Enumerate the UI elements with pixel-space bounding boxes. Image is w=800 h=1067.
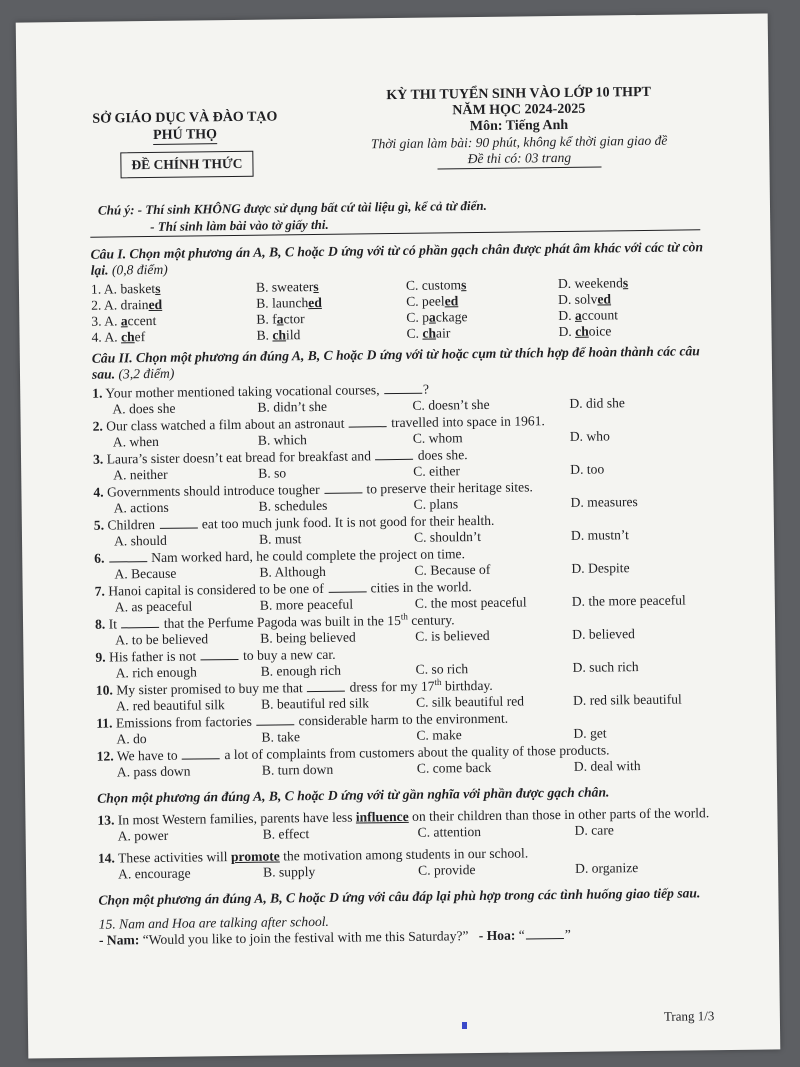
answer-option: D. red silk beautiful [572, 691, 682, 708]
answer-option: A. encourage [118, 865, 191, 882]
stem-part-a: Your mother mentioned taking vocational courses, [105, 382, 384, 401]
stem-part-a: Hanoi capital is considered to be one of [108, 580, 328, 599]
answer-option: C. come back [416, 759, 492, 776]
answer-option: D. get [573, 725, 607, 741]
option-suffix: ccount [581, 307, 619, 323]
answer-option: D. Despite [571, 560, 630, 576]
stem-part-b: that the Perfume Pagoda was built in the 15 [160, 612, 401, 631]
question-number: 9. [95, 649, 106, 665]
superscript: th [400, 611, 408, 622]
phonetics-grid [91, 274, 722, 346]
section-4-title: Chọn một phương án đúng A, B, C hoặc D ứng với câu đáp lại phù hợp trong các tình huống giao tiếp sau. [98, 885, 701, 908]
answer-option: C. the most peaceful [414, 594, 527, 611]
question-number: 3. [92, 451, 104, 467]
exam-title: KỲ THI TUYỂN SINH VÀO LỚP 10 THPT [386, 84, 652, 104]
answer-option: A. should [113, 532, 168, 549]
stem-part-a: Emissions from factories [115, 713, 256, 731]
option-prefix: C. p [406, 309, 430, 325]
notice-line-1: - Thí sinh KHÔNG được sử dụng bất cứ tài liệu gì, kể cả từ điển. [137, 197, 487, 218]
time-limit: Thời gian làm bài: 90 phút, không kể thời gian giao đề [370, 132, 668, 152]
q15-intro: 15. Nam and Hoa are talking after school. [98, 913, 329, 932]
answer-option: B. so [258, 465, 287, 481]
answer-option: C. so rich [415, 661, 469, 677]
department-block [85, 109, 285, 145]
option-prefix: D. weekend [557, 275, 623, 292]
answer-option: B. being believed [260, 629, 356, 646]
option-prefix: C. peel [406, 293, 445, 309]
answer-blank [256, 713, 294, 725]
answer-option: D. too [570, 461, 605, 477]
option-prefix: B. [256, 327, 273, 343]
province-name: PHÚ THỌ [153, 127, 218, 143]
exam-heading [339, 84, 700, 170]
option-prefix: B. launch [256, 295, 309, 311]
underlined-part: ch [422, 325, 437, 341]
stem-part-a: In most Western families, parents have less [117, 809, 356, 828]
phonetics-option [558, 274, 718, 292]
answer-option: A. to be believed [115, 631, 209, 648]
phonetics-option [406, 292, 558, 310]
answer-option: A. does she [112, 400, 176, 417]
phonetics-option [558, 322, 718, 340]
option-suffix: ctor [283, 311, 305, 327]
phonetics-option [256, 278, 406, 296]
answer-option: A. do [116, 731, 147, 747]
underlined-part: s [622, 275, 629, 291]
option-suffix: ild [285, 327, 301, 343]
answer-option: A. neither [113, 466, 168, 483]
underlined-part: s [155, 280, 161, 296]
section-1-title: Câu I. Chọn một phương án A, B, C hoặc D ứng với từ có phần gạch chân được phát âm khác với các từ còn lại. (0,8 điểm) [90, 239, 704, 278]
question-number: 4. [93, 484, 104, 500]
underlined-part: ed [148, 296, 163, 313]
option-prefix: C. custom [405, 277, 462, 293]
ink-mark [462, 1022, 467, 1029]
stem-part-b: travelled into space in 1961. [387, 413, 545, 431]
school-year: NĂM HỌC 2024-2025 [452, 101, 586, 119]
answer-option: B. more peaceful [259, 596, 354, 613]
question-number: 11. [96, 715, 113, 731]
answer-option: B. must [258, 531, 302, 547]
answer-option: D. measures [570, 494, 638, 510]
underlined-part: ed [308, 294, 322, 311]
answer-blank [182, 747, 220, 759]
section-2-title: Câu II. Chọn một phương án đúng A, B, C hoặc D ứng với từ hoặc cụm từ thích hợp để hoàn thành các câu sau. (3,2 điểm) [91, 343, 700, 382]
stem-part-a: These activities will [117, 849, 232, 866]
answer-option: B. didn’t she [257, 398, 328, 415]
answer-option: B. Although [259, 563, 326, 580]
nam-label: - Nam: [98, 932, 140, 948]
stem-part-b: dress for my 17 [346, 678, 435, 695]
stem-part-b: to buy a new car. [239, 646, 336, 663]
answer-blank [201, 648, 239, 660]
stem-part-a: Laura’s sister doesn’t eat bread for breakfast and [106, 448, 375, 467]
answer-option: D. care [574, 822, 614, 838]
answer-option: C. Because of [414, 561, 491, 578]
page-count: Đề thi có: 03 trang [438, 149, 602, 169]
phonetics-option [558, 306, 718, 324]
answer-option: A. red beautiful silk [115, 697, 225, 714]
answer-blank [307, 680, 345, 692]
underlined-part: ch [272, 327, 287, 343]
stem-part-b: on their children than those in other parts of the world. [408, 805, 710, 824]
answer-option: D. the more peaceful [571, 592, 686, 609]
answer-option: B. effect [262, 826, 310, 842]
stem-part-b: the motivation among students in our school. [279, 845, 529, 864]
phonetics-option [256, 294, 406, 312]
answer-option: D. who [569, 428, 610, 444]
option-prefix: 1. A. basket [90, 280, 156, 297]
nam-text: “Would you like to join the festival with me this Saturday?” [139, 928, 469, 948]
notice [98, 197, 487, 236]
answer-option: C. whom [412, 430, 463, 446]
option-suffix: ckage [435, 309, 468, 325]
option-prefix: 2. A. drain [91, 297, 149, 313]
stem-part-b: eat too much junk food. It is not good for their health. [198, 512, 495, 532]
answer-option: D. mustn’t [570, 527, 629, 543]
answer-option: B. schedules [258, 497, 328, 514]
official-badge: ĐỀ CHÍNH THỨC [120, 151, 253, 179]
phonetics-option [406, 276, 558, 294]
answer-option: B. enough rich [260, 662, 342, 679]
question-number: 5. [93, 517, 105, 533]
underlined-word: promote [230, 848, 280, 865]
underlined-part: a [574, 307, 582, 323]
stem-part-b: a lot of complaints from customers about the quality of those products. [220, 742, 610, 763]
stem-part-a: His father is not [108, 648, 200, 665]
q15-dialogue: - Nam: “Would you like to join the festival with me this Saturday?” - Hoa: “ ” [98, 926, 571, 948]
question-number: 13. [97, 812, 115, 828]
underlined-part: ch [120, 329, 135, 345]
underlined-part: a [120, 313, 128, 329]
stem-part-a: Our class watched a film about an astronaut [106, 415, 348, 434]
answer-blank [109, 550, 147, 562]
superscript: th [434, 676, 442, 688]
answer-option: C. either [413, 463, 461, 479]
underlined-part: s [313, 278, 319, 295]
answer-option: A. rich enough [115, 664, 197, 681]
department-name: SỞ GIÁO DỤC VÀ ĐÀO TẠO [92, 109, 278, 127]
underlined-part: a [428, 309, 436, 325]
answer-option: B. beautiful red silk [260, 695, 370, 712]
hoa-label: - Hoa: [478, 927, 516, 944]
option-prefix: C. [406, 325, 423, 341]
stem-part-c: century. [407, 612, 455, 628]
question-number: 12. [96, 748, 114, 764]
answer-option: C. make [416, 727, 462, 743]
answer-option: C. provide [417, 862, 476, 878]
answer-blank [121, 616, 159, 628]
answer-option: A. Because [114, 565, 177, 582]
option-prefix: 4. A. [91, 329, 122, 345]
stem-part-c: birthday. [441, 677, 493, 694]
underlined-part: a [276, 311, 284, 327]
option-prefix: 3. A. [91, 313, 121, 329]
underlined-part: s [460, 277, 467, 293]
answer-blank [384, 382, 422, 394]
answer-option: B. which [257, 432, 308, 448]
answer-blank [328, 580, 366, 592]
stem-part-b: considerable harm to the environment. [295, 710, 509, 729]
question-number: 2. [92, 418, 103, 434]
question-number: 10. [95, 682, 113, 698]
phonetics-option [256, 310, 406, 328]
answer-option: A. when [112, 433, 159, 450]
answer-option: B. supply [263, 864, 316, 880]
stem-part-a: It [108, 616, 121, 632]
stem-part-a: My sister promised to buy me that [116, 680, 307, 698]
stem-part-b: to preserve their heritage sites. [362, 479, 533, 497]
answer-blank [159, 516, 197, 528]
stem-part-b: cities in the world. [367, 579, 472, 596]
answer-option: A. actions [113, 499, 169, 516]
answer-option: C. is believed [415, 627, 490, 644]
option-prefix: B. sweater [255, 279, 314, 295]
question-number: 7. [94, 583, 105, 599]
question-number: 1. [92, 385, 103, 401]
notice-line-2: - Thí sinh làm bài vào tờ giấy thi. [150, 216, 329, 235]
section-2-questions [92, 378, 727, 781]
option-prefix: D. solv [558, 291, 598, 308]
section-3-questions [97, 805, 728, 883]
page-number: Trang 1/3 [663, 1008, 715, 1024]
answer-option: B. take [261, 729, 301, 745]
phonetics-option [256, 326, 406, 344]
answer-option: C. silk beautiful red [415, 693, 525, 710]
underlined-word: influence [355, 808, 409, 825]
option-suffix: air [435, 325, 451, 341]
exam-paper [16, 13, 781, 1058]
option-prefix: D. [558, 323, 576, 340]
answer-option: C. doesn’t she [412, 396, 490, 413]
stem-part-b: does she. [414, 447, 468, 463]
answer-option: A. power [117, 827, 169, 844]
answer-option: C. attention [417, 824, 482, 840]
option-prefix: B. f [256, 311, 277, 327]
option-prefix: D. [558, 307, 576, 324]
notice-label: Chú ý: [97, 202, 135, 218]
option-suffix: ccent [127, 312, 157, 329]
underlined-part: ed [444, 293, 459, 309]
answer-option: C. shouldn’t [413, 528, 482, 545]
answer-option: D. did she [569, 395, 625, 411]
stem-part-a: Children [107, 516, 159, 533]
answer-option: D. organize [574, 860, 639, 876]
answer-option: D. believed [572, 626, 635, 642]
option-suffix: oice [588, 323, 612, 339]
underlined-part: ed [597, 291, 612, 307]
option-suffix: ef [134, 329, 146, 345]
answer-option: A. as peaceful [114, 598, 193, 615]
exam-content [90, 234, 729, 949]
phonetics-option [406, 324, 558, 342]
question-number: 14. [97, 850, 116, 866]
answer-blank [324, 481, 362, 493]
phonetics-option [91, 328, 256, 346]
answer-option: A. pass down [116, 763, 191, 780]
question-number: 6. [94, 550, 105, 566]
answer-blank [526, 927, 564, 939]
answer-option: D. deal with [573, 758, 641, 774]
phonetics-option [406, 308, 558, 326]
answer-option: D. such rich [572, 659, 639, 675]
section-3-title: Chọn một phương án đúng A, B, C hoặc D ứng với từ gần nghĩa với phần được gạch chân. [97, 784, 610, 806]
subject: Môn: Tiếng Anh [469, 117, 569, 135]
question-number: 8. [94, 616, 106, 632]
stem-part-b: ? [422, 381, 430, 397]
answer-blank [349, 415, 387, 427]
stem-part-a: We have to [116, 747, 182, 764]
answer-blank [375, 448, 413, 460]
stem-part-b: Nam worked hard, he could complete the project on time. [147, 546, 466, 566]
underlined-part: ch [575, 323, 589, 339]
answer-option: B. turn down [261, 761, 334, 778]
stem-part-a: Governments should introduce tougher [106, 481, 324, 500]
answer-option: C. plans [413, 496, 459, 512]
phonetics-option [558, 290, 718, 308]
